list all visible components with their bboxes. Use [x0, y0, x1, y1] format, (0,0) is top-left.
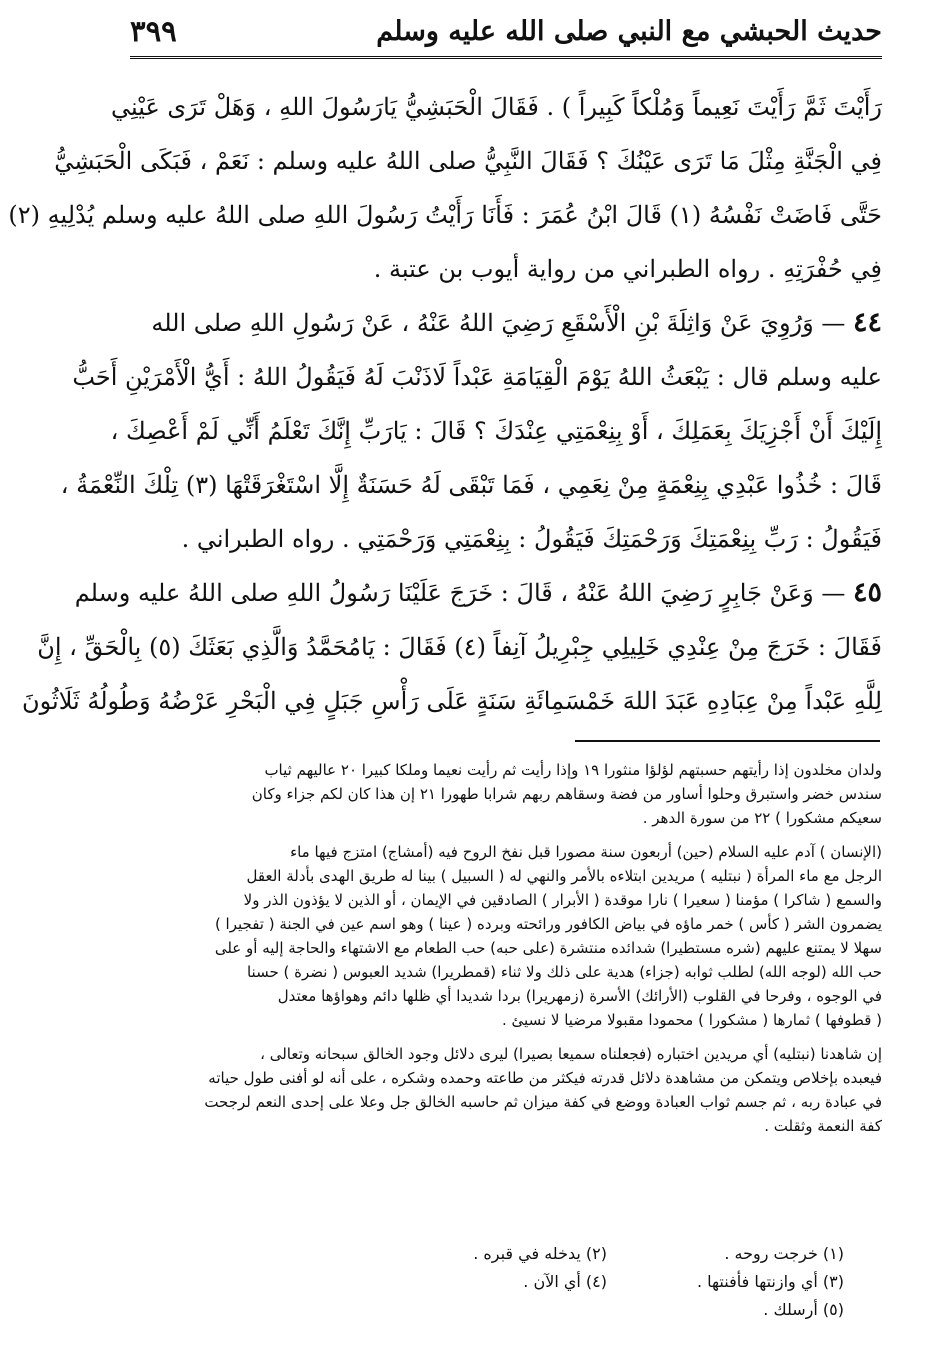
text-line: إِلَيْكَ أَنْ أَجْزِيَكَ بِعَمَلِكَ ، أَوْ بِنِعْمَتِي عِنْدَكَ ؟ قَالَ : يَارَبِّ إِنَّكَ تَعْلَمُ أَنِّي لَمْ أَعْصِكَ ، [110, 417, 882, 445]
text-line: فِي الْجَنَّةِ مِثْلَ مَا تَرَى عَيْنُكَ ؟ فَقَالَ النَّبِيُّ صلى اللهُ عليه وسلم : نَعَمْ ، فَبَكَى الْحَبَشِيُّ [54, 147, 882, 175]
note-line: (الإنسان ) آدم عليه السلام (حين) أربعون سنة مصورا قبل نفخ الروح فيه (أمشاج) امتزج فيها ماء [290, 843, 882, 861]
footnote-4: (٤) أي الآن . [523, 1272, 607, 1291]
note-line: سندس خضر واستبرق وحلوا أساور من فضة وسقاهم ربهم شرابا طهورا ٢١ إن هذا كان لكم جزاء وكان [251, 785, 882, 803]
text-line: لِلَّهِ عَبْداً مِنْ عِبَادِهِ عَبَدَ اللهَ خَمْسَمِائَةِ سَنَةٍ عَلَى رَأْسِ جَبَلٍ فِي الْبَحْرِ عَرْضُهُ وَطُولُهُ ثَلَاثُونَ [22, 687, 882, 715]
note-line: ( قطوفها ) ثمارها ( مشكورا ) محمودا مقبولا مرضيا لا نسيئ . [502, 1011, 882, 1029]
note-line: كفة النعمة وثقلت . [764, 1117, 882, 1135]
note-line: يضمرون الشر ( كأس ) خمر ماؤه في بياض الكافور ورائحته وبرده ( عينا ) وهو اسم عين في الجنة ( تفجيرا ) [214, 915, 882, 933]
text-line: فَقَالَ : خَرَجَ مِنْ عِنْدِي خَلِيلِي جِبْرِيلُ آنِفاً (٤) فَقَالَ : يَامُحَمَّدُ وَالَّذِي بَعَثَكَ (٥) بِالْحَقِّ ، إِنَّ [37, 633, 882, 661]
hadith-number: ٤٤ [852, 307, 882, 338]
hadith-number: ٤٥ [852, 577, 882, 608]
hadith-44-line [130, 296, 882, 350]
footnote-row [370, 1268, 844, 1296]
hadith-45-line [74, 566, 882, 620]
note-line: سعيكم مشكورا ) ٢٢ من سورة الدهر . [642, 809, 882, 827]
hadith-44-text: — وَرُوِيَ عَنْ وَاثِلَةَ بْنِ الْأَسْقَعِ رَضِيَ اللهُ عَنْهُ ، عَنْ رَسُولِ اللهِ صلى الله [151, 309, 846, 337]
text-line: حَتَّى فَاضَتْ نَفْسُهُ (١) قَالَ ابْنُ عُمَرَ : فَأَنَا رَأَيْتُ رَسُولَ اللهِ صلى اللهُ عليه وسلم يُدْلِيهِ (٢) [8, 201, 882, 229]
hadith-45-text: — وَعَنْ جَابِرٍ رَضِيَ اللهُ عَنْهُ ، قَالَ : خَرَجَ عَلَيْنَا رَسُولُ اللهِ صلى اللهُ عليه وسلم [74, 579, 846, 607]
commentary-notes [128, 758, 882, 1138]
page-number: ٣٩٩ [130, 14, 177, 48]
text-line: عليه وسلم قال : يَبْعَثُ اللهُ يَوْمَ الْقِيَامَةِ عَبْداً لَاذَنْبَ لَهُ فَيَقُولُ اللهُ : أَيُّ الْأَمْرَيْنِ أَحَبُّ [72, 363, 882, 391]
footnote-5: (٥) أرسلك . [763, 1300, 844, 1319]
text-line: فِي حُفْرَتِهِ . رواه الطبراني من رواية أيوب بن عتبة . [373, 255, 882, 283]
note-line: حب الله (لوجه الله) لطلب ثوابه (جزاء) هدية على ذلك ولا ثناء (قمطريرا) شديد العبوس ( نضرة ) حسنا [246, 963, 882, 981]
note-line: في عبادة ربه ، ثم جسم ثواب العبادة ووضع في كفة ميزان ثم حاسبه الخالق جل وعلا على إحدى النعم لرجحت [204, 1093, 882, 1111]
note-line: سهلا لا يمتنع عليهم (شره مستطيرا) شدائده منتشرة (على حبه) حب الطعام مع الاشتهاء والحاجة إليه أو على [214, 939, 882, 957]
footnotes [370, 1240, 844, 1324]
main-text [8, 80, 882, 728]
note-line: ولدان مخلدون إذا رأيتهم حسبتهم لؤلؤا منثورا ١٩ وإذا رأيت ثم رأيت نعيما وملكا كبيرا ٢٠ عاليهم ثياب [264, 761, 882, 779]
note-line: الرجل مع ماء المرأة ( نبتليه ) مريدين ابتلاءه بالأمر والنهي له ( السبيل ) بينا له طريق الهدى بأدلة العقل [246, 867, 882, 885]
running-title: حديث الحبشي مع النبي صلى الله عليه وسلم [376, 15, 882, 47]
footnote-2: (٢) يدخله في قبره . [473, 1244, 607, 1263]
text-line: قَالَ : خُذُوا عَبْدِي بِنِعْمَةٍ مِنْ نِعَمِي ، فَمَا تَبْقَى لَهُ حَسَنَةٌ إِلَّا اسْتَغْرَقَتْهَا (٣) تِلْكَ النِّعْمَةُ ، [60, 471, 882, 499]
text-line: رَأَيْتَ ثَمَّ رَأَيْتَ نَعِيماً وَمُلْكاً كَبِيراً ) . فَقَالَ الْحَبَشِيُّ يَارَسُولَ اللهِ ، وَهَلْ تَرَى عَيْنِي [110, 93, 882, 121]
footnote-row [370, 1240, 844, 1268]
footnote-3: (٣) أي وازنتها فأفنتها . [697, 1272, 844, 1291]
note-line: إن شاهدنا (نبتليه) أي مريدين اختباره (فجعلناه سميعا بصيرا) ليرى دلائل وجود الخالق سبحانه وتعالى ، [260, 1045, 882, 1063]
note-line: فيعبده بإخلاص ويتمكن من مشاهدة دلائل قدرته فيكثر من طاعته وحمده وشكره ، على أنه لو أفنى طول حياته [208, 1069, 882, 1087]
footnote-row [370, 1296, 844, 1324]
note-line: في الوجوه ، وفرحا في القلوب (الأرائك) الأسرة (زمهريرا) بردا شديدا أي ظلها دائم وهواؤها معتدل [277, 987, 882, 1005]
text-line: فَيَقُولُ : رَبِّ بِنِعْمَتِكَ وَرَحْمَتِكَ فَيَقُولُ : بِنِعْمَتِي وَرَحْمَتِي . رواه الطبراني . [181, 525, 882, 553]
note-line: والسمع ( شاكرا ) مؤمنا ( سعيرا ) نارا موقدة ( الأبرار ) الصادقين في الإيمان ، أو الذين لا يؤذون الذر ولا [243, 891, 882, 909]
page-header [130, 6, 882, 59]
footnote-divider [575, 740, 880, 742]
footnote-1: (١) خرجت روحه . [724, 1244, 844, 1263]
